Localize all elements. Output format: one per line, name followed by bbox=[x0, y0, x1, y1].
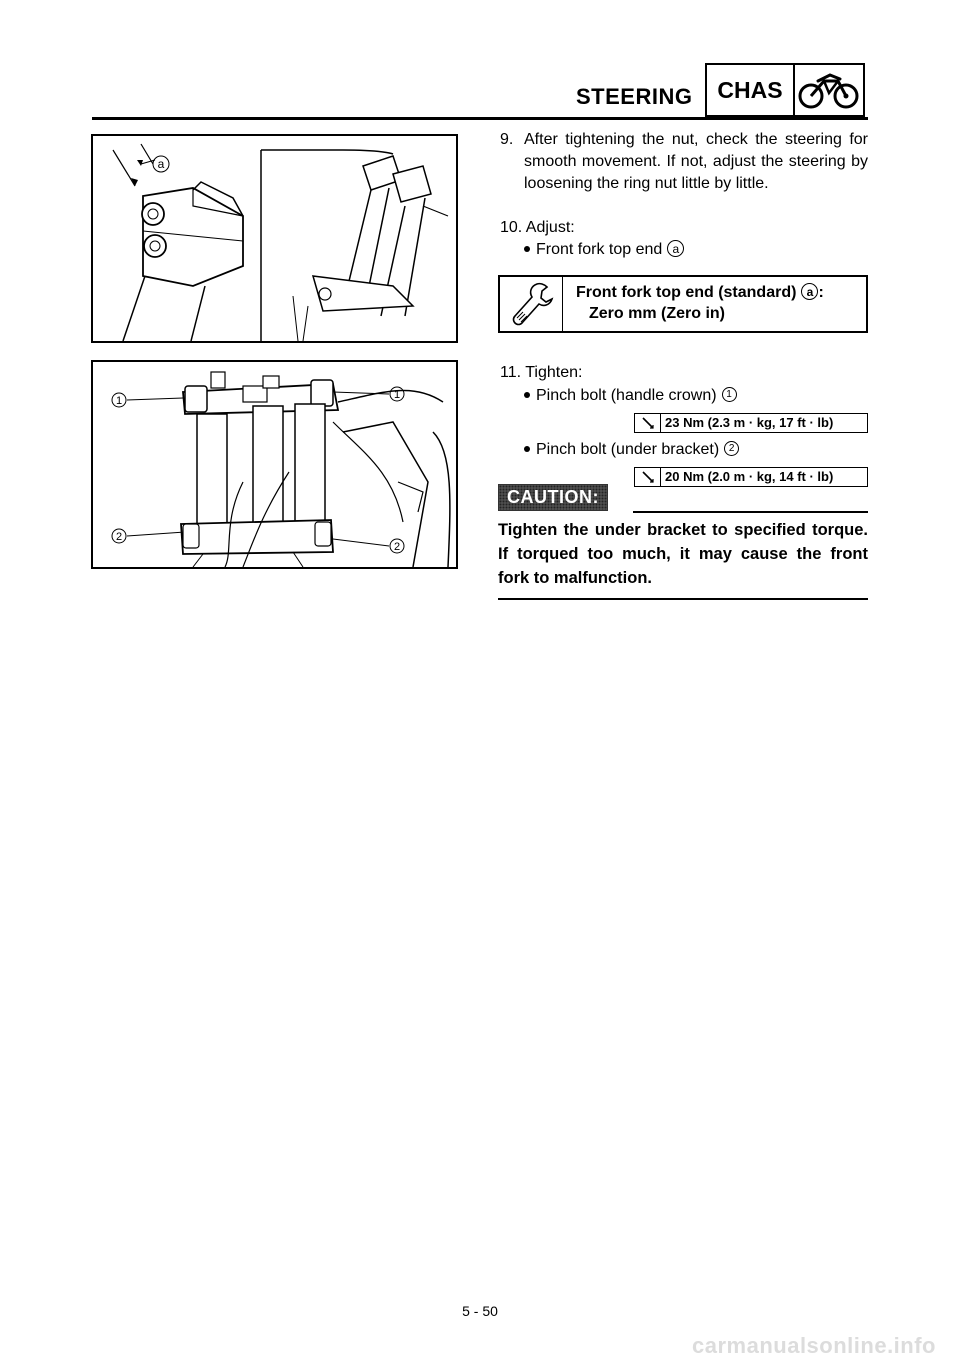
step-11-bullet-2-text: Pinch bolt (under bracket) bbox=[536, 441, 720, 458]
step-9 bbox=[500, 129, 868, 195]
step-10-bullet bbox=[524, 239, 684, 261]
page-title: STEERING bbox=[576, 84, 693, 109]
step-11 bbox=[500, 362, 868, 487]
torque-value-2: 20 Nm (2.0 m · kg, 14 ft · lb) bbox=[665, 469, 834, 484]
caution-block bbox=[498, 484, 868, 600]
section-badge bbox=[705, 63, 865, 117]
ref-label-2-left: 2 bbox=[115, 531, 123, 543]
spec-value: Zero mm (Zero in) bbox=[589, 305, 726, 322]
step-11-title: 11. Tighten: bbox=[500, 364, 583, 381]
torque-wrench-icon bbox=[635, 414, 661, 432]
spec-ref-a: a bbox=[801, 283, 818, 300]
step-10 bbox=[500, 217, 684, 261]
caution-footer-rule bbox=[498, 598, 868, 600]
step-11-bullet-1 bbox=[524, 385, 868, 407]
ref-1: 1 bbox=[722, 387, 737, 402]
spec-title: Front fork top end (standard) bbox=[576, 284, 797, 301]
ref-label-1-left: 1 bbox=[115, 395, 123, 407]
step-9-number: 9. bbox=[500, 131, 514, 148]
step-9-text: After tightening the nut, check the steering for smooth movement. If not, adjust the steering by loosening the ring nut little by little. bbox=[524, 131, 868, 192]
figure-fork-top-end bbox=[91, 134, 458, 343]
spec-text bbox=[563, 277, 824, 331]
figure-label-a: a bbox=[157, 157, 165, 171]
page-number: 5 - 50 bbox=[462, 1303, 498, 1319]
section-code: CHAS bbox=[707, 65, 795, 115]
wrench-icon bbox=[500, 277, 563, 331]
torque-spec-1 bbox=[634, 413, 868, 433]
bullet-dot bbox=[524, 246, 530, 252]
ref-label-2-right: 2 bbox=[393, 541, 401, 553]
ref-a: a bbox=[667, 240, 684, 257]
torque-value-1: 23 Nm (2.3 m · kg, 17 ft · lb) bbox=[665, 415, 834, 430]
bullet-dot bbox=[524, 392, 530, 398]
ref-label-1-right: 1 bbox=[393, 389, 401, 401]
spec-colon: : bbox=[818, 284, 824, 301]
ref-2: 2 bbox=[724, 441, 739, 456]
bullet-dot bbox=[524, 446, 530, 452]
spec-title-line bbox=[576, 282, 824, 303]
caution-header-rule bbox=[633, 511, 868, 513]
figure-pinch-bolts bbox=[91, 360, 458, 569]
step-10-title: 10. Adjust: bbox=[500, 219, 575, 236]
header-rule bbox=[92, 117, 868, 120]
step-10-bullet-text: Front fork top end bbox=[536, 241, 663, 258]
step-11-bullet-2 bbox=[524, 439, 868, 461]
watermark: carmanualsonline.info bbox=[692, 1333, 936, 1358]
spec-box bbox=[498, 275, 868, 333]
caution-label: CAUTION: bbox=[498, 484, 608, 511]
step-11-bullet-1-text: Pinch bolt (handle crown) bbox=[536, 387, 717, 404]
motorcycle-icon bbox=[795, 65, 863, 115]
caution-text: Tighten the under bracket to specified torque. If torqued too much, it may cause the front fork to malfunction. bbox=[498, 521, 868, 587]
